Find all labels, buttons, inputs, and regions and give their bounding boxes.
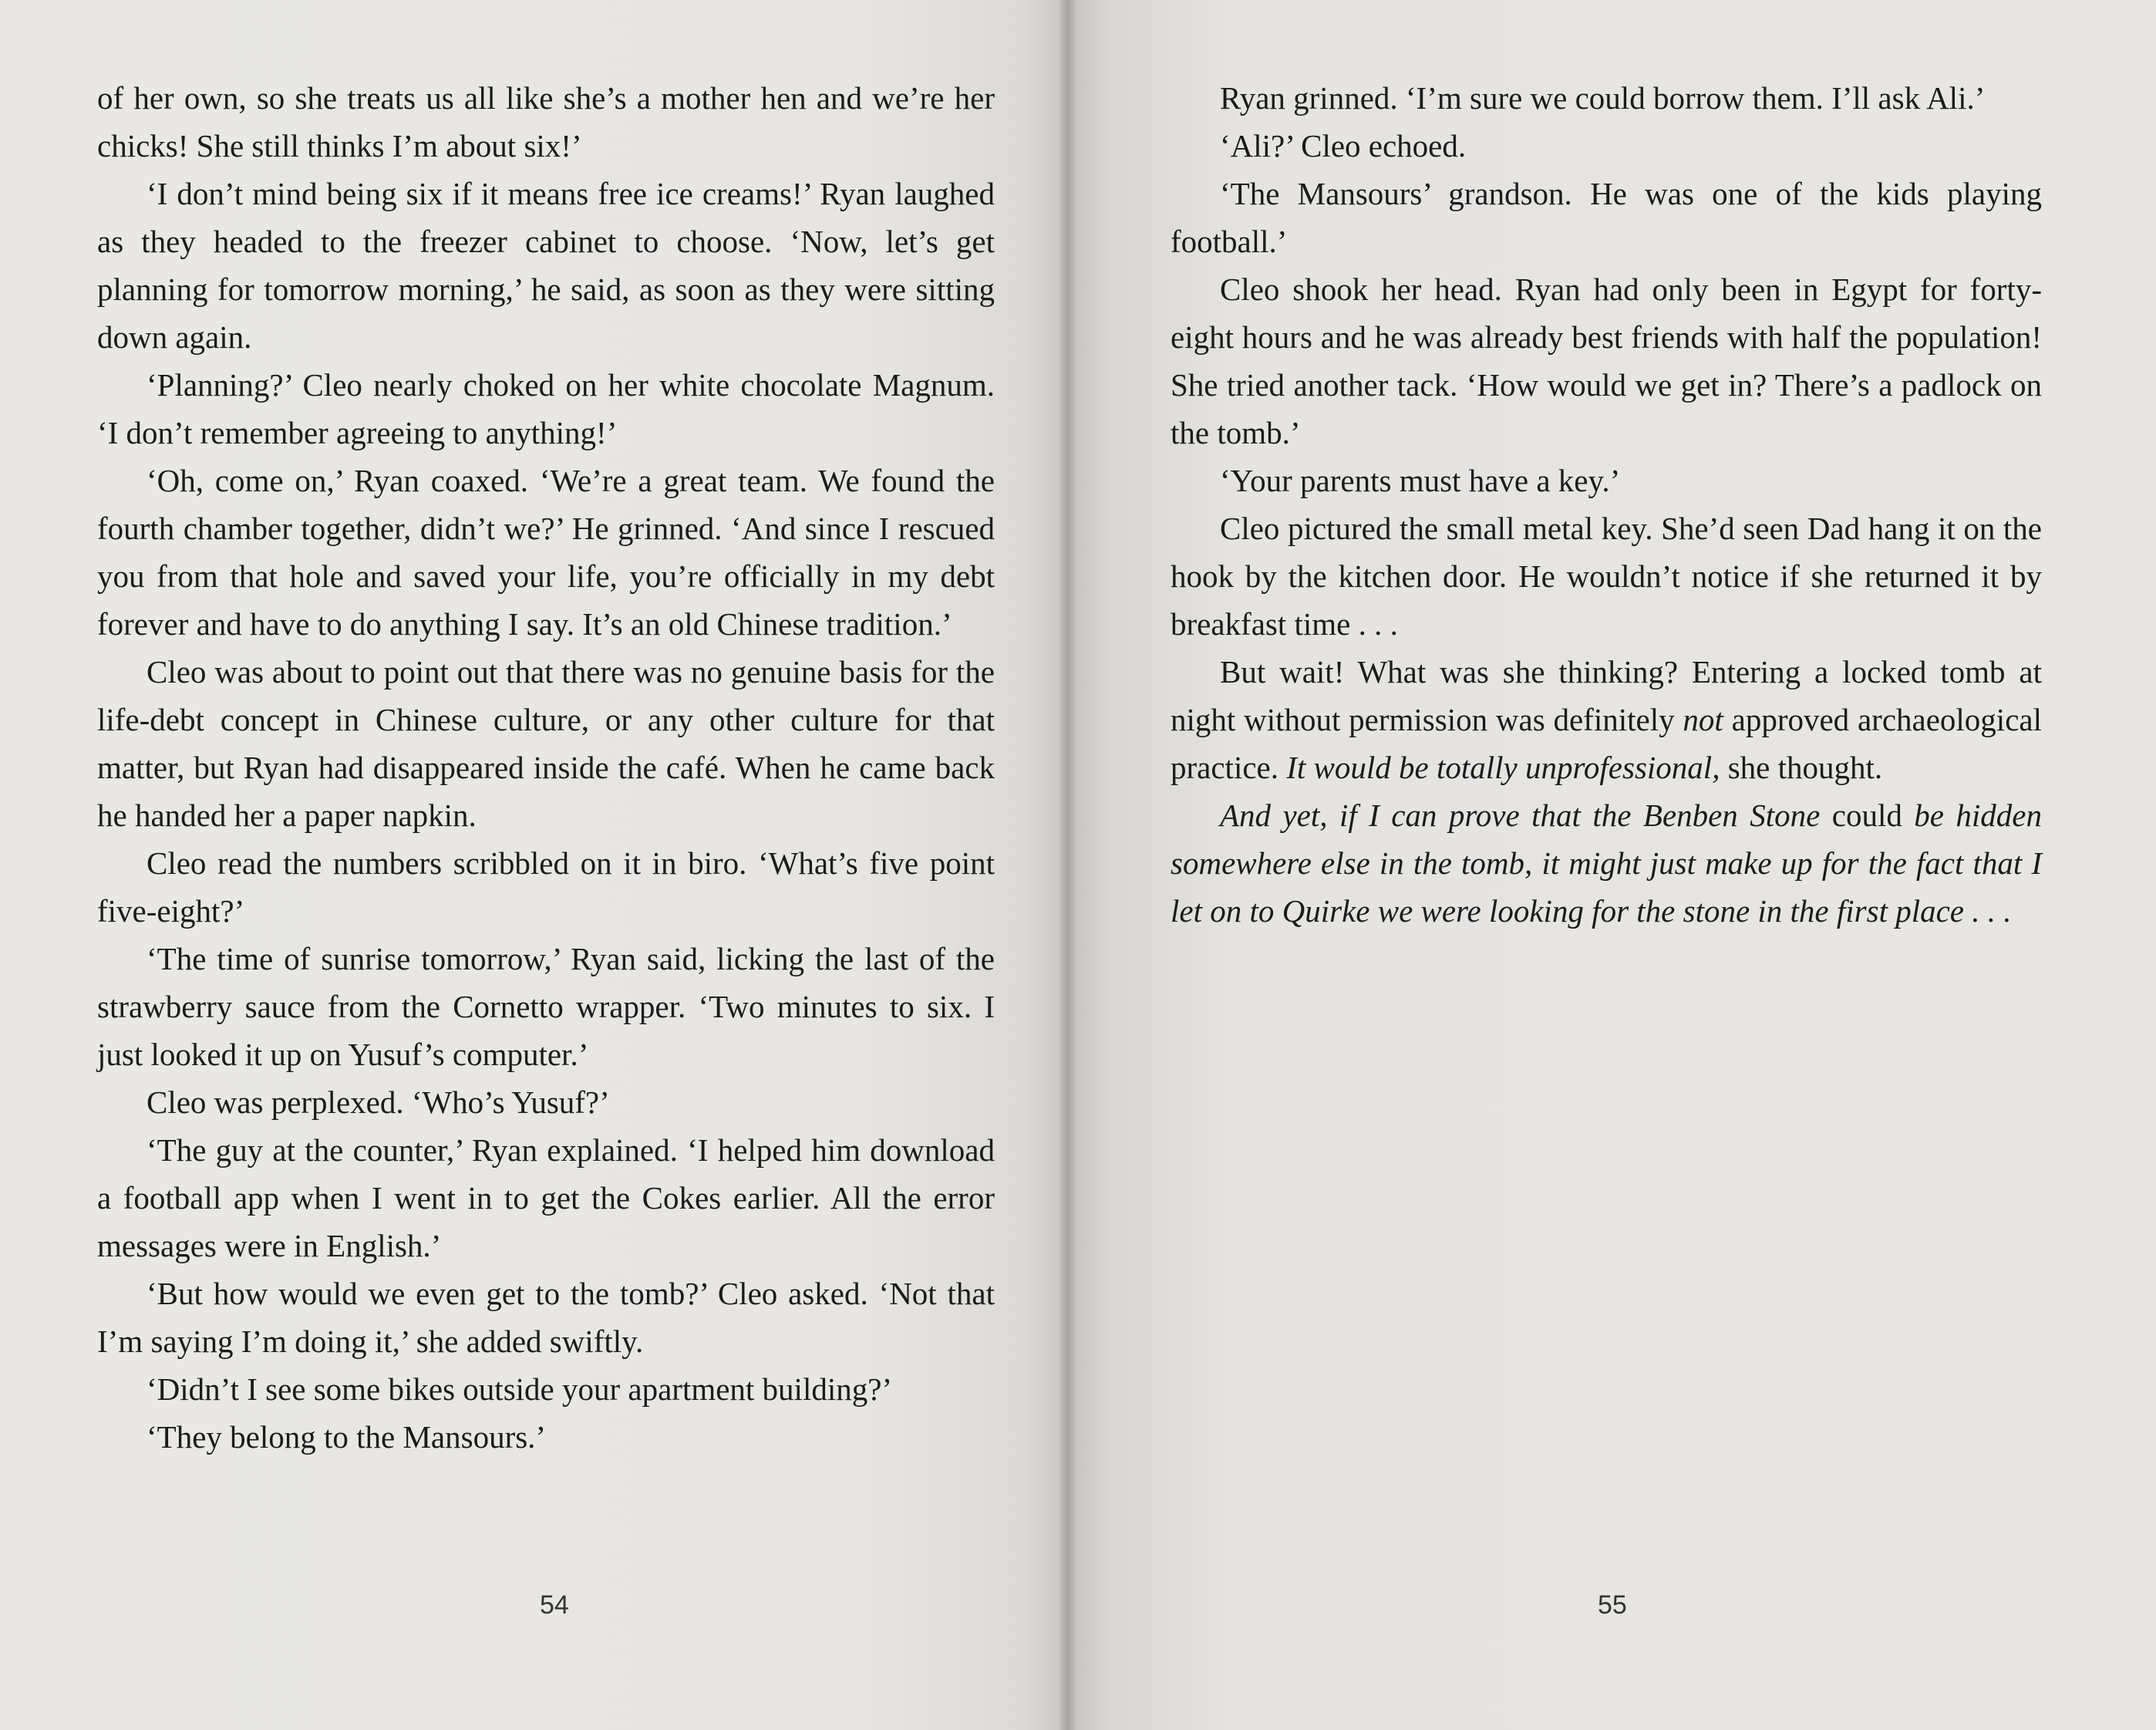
- italic-run: It would be totally unprofessional,: [1286, 750, 1720, 785]
- paragraph: ‘They belong to the Mansours.’: [147, 1419, 547, 1455]
- right-page: [1067, 0, 2156, 1730]
- paragraph: ‘Didn’t I see some bikes outside your apartment building?’: [147, 1371, 893, 1407]
- paragraph: of her own, so she treats us all like she’s a mother hen and we’re her chicks! She still thinks I’m about six!’: [97, 80, 995, 164]
- text-run: could: [1820, 798, 1915, 833]
- italic-run: not: [1683, 702, 1723, 737]
- page-number: 54: [540, 1590, 569, 1620]
- paragraph: Cleo read the numbers scribbled on it in biro. ‘What’s five point five-eight?’: [97, 845, 995, 929]
- paragraph: ‘Oh, come on,’ Ryan coaxed. ‘We’re a great team. We found the fourth chamber together, didn’t we?’ He grinned. ‘And since I rescued you from that hole and saved your life, you’re officially in my debt forever and have to do anything I say. It’s an old Chinese tradition.’: [97, 463, 995, 642]
- paragraph: ‘But how would we even get to the tomb?’ Cleo asked. ‘Not that I’m saying I’m doing it,’ she added swiftly.: [97, 1276, 995, 1359]
- italic-run: be hidden somewhere else in the tomb, it might just make up for the fact that I let on to Quirke we were looking for the stone in the first place . . .: [1171, 798, 2042, 929]
- book-gutter: [1058, 0, 1076, 1730]
- paragraph: [1171, 648, 2042, 791]
- paragraph: ‘The Mansours’ grandson. He was one of the kids playing football.’: [1171, 176, 2042, 259]
- paragraph: Cleo was about to point out that there was no genuine basis for the life-debt concept in Chinese culture, or any other culture for that matter, but Ryan had disappeared inside the café. When he came back he handed her a paper napkin.: [97, 654, 995, 833]
- paragraph: ‘Ali?’ Cleo echoed.: [1220, 128, 1467, 164]
- paragraph: ‘I don’t mind being six if it means free ice creams!’ Ryan laughed as they headed to the freezer cabinet to choose. ‘Now, let’s get planning for tomorrow morning,’ he said, as soon as they were sitting down again.: [97, 176, 995, 355]
- italic-run: And yet, if I can prove that the Benben Stone: [1220, 798, 1821, 833]
- paragraph: Cleo shook her head. Ryan had only been in Egypt for forty-eight hours and he was already best friends with half the population! She tried another tack. ‘How would we get in? There’s a padlock on the tomb.’: [1171, 271, 2042, 450]
- right-page-text: [1171, 74, 2042, 935]
- text-run: But wait! What was she thinking? Entering a locked tomb at night without permission was definitely: [1171, 654, 2042, 737]
- text-run: she thought.: [1720, 750, 1883, 785]
- paragraph: Ryan grinned. ‘I’m sure we could borrow them. I’ll ask Ali.’: [1220, 80, 1986, 116]
- paragraph: ‘Planning?’ Cleo nearly choked on her white chocolate Magnum. ‘I don’t remember agreeing to anything!’: [97, 367, 995, 450]
- left-page-text: [97, 74, 995, 1461]
- paragraph: ‘Your parents must have a key.’: [1220, 463, 1621, 498]
- text-run: approved archaeological practice.: [1171, 702, 2042, 785]
- paragraph: ‘The guy at the counter,’ Ryan explained. ‘I helped him download a football app when I went in to get the Cokes earlier. All the error messages were in English.’: [97, 1132, 995, 1263]
- paragraph: Cleo was perplexed. ‘Who’s Yusuf?’: [147, 1084, 610, 1120]
- page-number: 55: [1598, 1590, 1627, 1620]
- left-page: [0, 0, 1067, 1730]
- paragraph: [1171, 791, 2042, 935]
- paragraph: ‘The time of sunrise tomorrow,’ Ryan said, licking the last of the strawberry sauce from the Cornetto wrapper. ‘Two minutes to six. I just looked it up on Yusuf’s computer.’: [97, 941, 995, 1072]
- paragraph: Cleo pictured the small metal key. She’d seen Dad hang it on the hook by the kitchen door. He wouldn’t notice if she returned it by breakfast time . . .: [1171, 511, 2042, 642]
